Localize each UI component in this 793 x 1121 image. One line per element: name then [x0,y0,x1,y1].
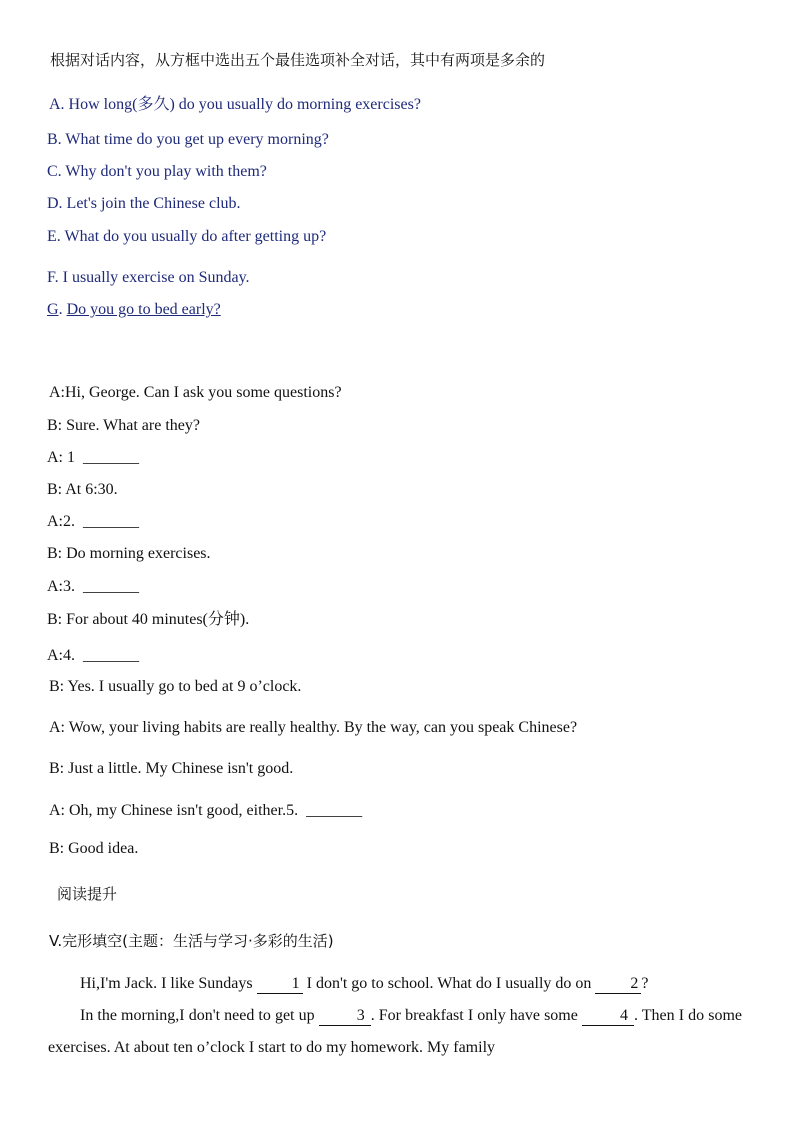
dialogue-line: B: For about 40 minutes(分钟). [47,611,250,628]
cloze-text: In the morning,I don't need to get up [80,1007,319,1024]
answer-blank: _______ [306,802,363,819]
dialogue-text: A: Oh, my Chinese isn't good, either.5. [49,802,299,819]
cloze-text: . Then I do some exercises. At about ten o’clock I start to do my homework. My family [48,1007,743,1056]
dialogue-line: B: Sure. What are they? [47,417,200,434]
cloze-passage [48,968,742,1064]
answer-blank: _______ [83,578,139,595]
option-a: A. How long(多久) do you usually do morning exercises? [49,96,421,113]
cloze-text: Hi,I'm Jack. I like Sundays [80,975,257,992]
dialogue-text: A: 1 [47,449,75,466]
section-heading: 阅读提升 [57,885,118,903]
dialogue-line: A: Wow, your living habits are really healthy. By the way, can you speak Chinese? [49,719,578,736]
dialogue-line: B: Do morning exercises. [47,545,211,562]
cloze-title: V.完形填空(主题：生活与学习·多彩的生活) [49,932,334,950]
cloze-text: ? [641,975,649,992]
dialogue-line: A:Hi, George. Can I ask you some questions? [49,384,342,401]
cloze-blank-4: 4 [582,1007,634,1026]
option-g-text: Do you go to bed early? [66,301,221,318]
cloze-blank-3: 3 [319,1007,371,1026]
dialogue-line: B: Just a little. My Chinese isn't good. [49,760,294,777]
option-g: G. Do you go to bed early? [47,301,221,318]
option-e: E. What do you usually do after getting up? [47,228,327,245]
dialogue-text: A:4. [47,647,75,664]
dialogue-line [47,646,139,666]
instruction: 根据对话内容，从方框中选出五个最佳选项补全对话，其中有两项是多余的 [50,51,546,69]
answer-blank: _______ [83,513,139,530]
option-b: B. What time do you get up every morning? [47,131,329,148]
dialogue-text: A:2. [47,513,75,530]
option-f: F. I usually exercise on Sunday. [47,269,250,286]
dialogue-text: A:3. [47,578,75,595]
dialogue-line: B: Yes. I usually go to bed at 9 o’clock. [49,678,302,695]
cloze-paragraph-1 [48,968,742,1000]
option-d: D. Let's join the Chinese club. [47,195,241,212]
option-g-letter: G [47,301,59,318]
cloze-paragraph-2 [48,1000,742,1064]
dialogue-line [49,801,362,821]
dialogue-line [47,448,139,468]
cloze-text: . For breakfast I only have some [370,1007,582,1024]
dialogue-line: B: At 6:30. [47,481,118,498]
dialogue-line [47,512,139,532]
dialogue-line: B: Good idea. [49,840,139,857]
cloze-text: I don't go to school. What do I usually do on [302,975,596,992]
option-c: C. Why don't you play with them? [47,163,267,180]
dialogue-line [47,577,139,597]
answer-blank: _______ [83,449,139,466]
cloze-blank-2: 2 [595,975,641,994]
answer-blank: _______ [83,647,139,664]
cloze-blank-1: 1 [257,975,303,994]
